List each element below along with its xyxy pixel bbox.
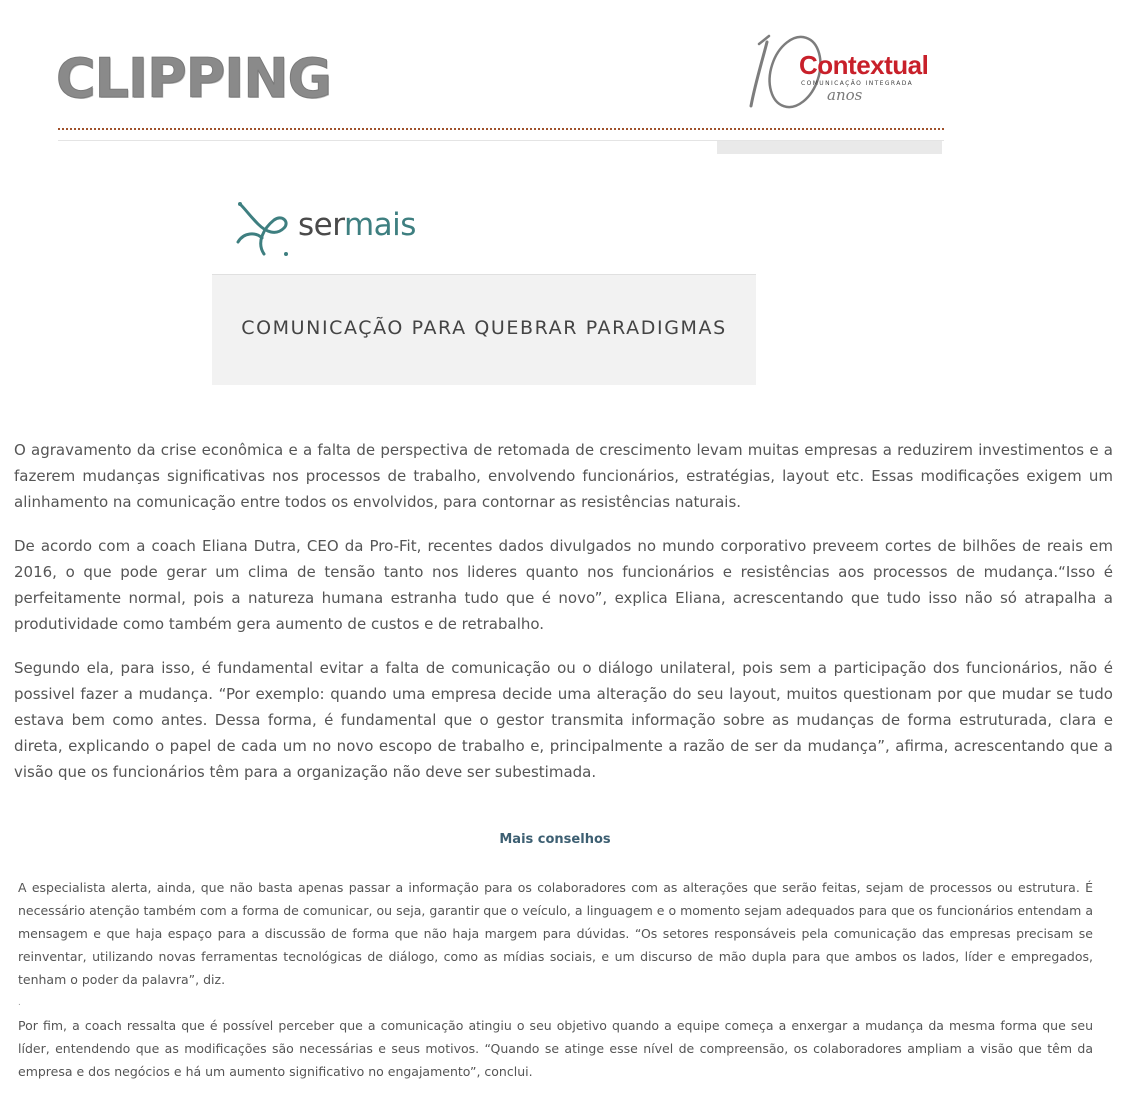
article-paragraph: Segundo ela, para isso, é fundamental evitar a falta de comunicação ou o diálogo unilateral, pois sem a participação dos funcionários, não é possivel fazer a mudança. “Por exemplo: quando uma empresa decide uma alteração do seu layout, muitos questionam por que mudar se tudo estava bem como antes. Dessa forma, é fundamental que o gestor transmita informação sobre as mudanças de forma estruturada, clara e direta, explicando o papel de cada um no novo escopo de trabalho e, principalmente a razão de ser da mudança”, afirma, acrescentando que a visão que os funcionários têm para a organização não deve ser subestimada.: [14, 659, 1113, 781]
header-divider-dotted: [58, 128, 944, 130]
sermais-logo: [236, 198, 436, 260]
sermais-wordmark: [298, 207, 416, 243]
article-headline: COMUNICAÇÃO PARA QUEBRAR PARADIGMAS: [241, 317, 727, 339]
header-gray-tab: [717, 141, 942, 154]
article-paragraph: O agravamento da crise econômica e a falta de perspectiva de retomada de crescimento levam muitas empresas a reduzirem investimentos e a fazerem mudanças significativas nos processos de trabalho, envolvendo funcionários, estratégias, layout etc. Essas modificações exigem um alinhamento na comunicação entre todos os envolvidos, para contornar as resistências naturais.: [14, 441, 1113, 511]
article-small-paragraph: Por fim, a coach ressalta que é possível perceber que a comunicação atingiu o seu objetivo quando a equipe começa a enxergar a mudança da mesma forma que seu líder, entendendo que as modificações são necessárias e seus motivos. “Quando se atinge esse nível de compreensão, os colaboradores ampliam a visão que têm da empresa e dos negócios e há um aumento significativo no engajamento”, conclui.: [18, 1018, 1093, 1079]
headline-box: [212, 274, 756, 385]
section-subheading: Mais conselhos: [499, 832, 611, 847]
brand-tagline: COMUNICAÇÃO INTEGRADA: [801, 80, 914, 87]
logo-mais: mais: [343, 207, 416, 243]
article-paragraph: De acordo com a coach Eliana Dutra, CEO da Pro-Fit, recentes dados divulgados no mundo corporativo preveem cortes de bilhões de reais em 2016, o que pode gerar um clima de tensão tanto nos lideres quanto nos funcionários e resistências aos processos de mudança.“Isso é perfeitamente normal, pois a natureza humana estranha tudo que é novo”, explica Eliana, acrescentando que tudo isso não só atrapalha a produtividade como também gera aumento de custos e de retrabalho.: [14, 537, 1113, 633]
clipping-title: CLIPPING: [56, 47, 331, 110]
article-body: [14, 437, 1113, 803]
logo-ser: ser: [298, 207, 344, 243]
article-small-body: [18, 876, 1093, 1083]
sermais-swirl-icon: [236, 198, 296, 260]
contextual-logo: [745, 28, 945, 112]
paragraph-separator: .: [18, 997, 21, 1008]
article-small-paragraph: A especialista alerta, ainda, que não basta apenas passar a informação para os colaboradores com as alterações que serão feitas, sejam de processos ou estrutura. É necessário atenção também com a forma de comunicar, ou seja, garantir que o veículo, a linguagem e o momento sejam adequados para que os funcionários entendam a mensagem e que haja espaço para a discussão de forma que não haja margem para dúvidas. “Os setores responsáveis pela comunicação das empresas precisam se reinventar, utilizando novas ferramentas tecnológicas de diálogo, como as mídias sociais, e um discurso de mão dupla para que ambos os lados, líder e empregados, tenham o poder da palavra”, diz.: [18, 880, 1093, 987]
brand-anos: anos: [827, 86, 863, 104]
brand-name: Contextual: [799, 50, 929, 80]
clipping-header: [0, 0, 1130, 160]
